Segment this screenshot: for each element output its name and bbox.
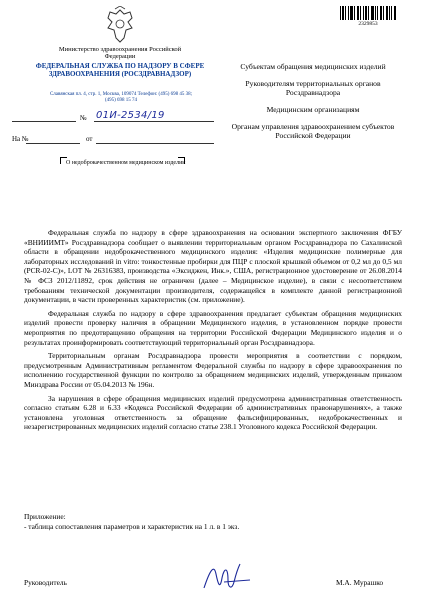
appendix-item: - таблица сопоставления параметров и характеристик на 1 л. в 1 экз.: [24, 521, 240, 531]
signer-name: М.А. Мурашко: [336, 578, 384, 587]
signer-role: Руководитель: [24, 578, 67, 587]
body-paragraph: Федеральная служба по надзору в сфере здравоохранения предлагает субъектам обращения медицинских изделий провести проверку наличия в обращении Медицинского изделия, в установленном порядке провести мероприятия по предотвращению обращения на территории Российской Федерации Медицинского изделия и о результатах проинформировать соответствующий территориальный орган Росздравнадзора.: [24, 308, 402, 347]
service-address: Славянская пл. 4, стр. 1, Москва, 109074 Телефон: (495) 698 45 38; (495) 698 15 74: [49, 92, 193, 103]
letter-body: [24, 228, 402, 436]
letter-subject: О недоброкачественном медицинском изделии: [66, 160, 186, 166]
recipient-item: Медицинским организациям: [266, 105, 360, 114]
body-paragraph: За нарушения в сфере обращения медицинских изделий предусмотрена административная ответственность согласно статьям 6.28 и 6.33 «Кодекса Российской Федерации об административных правонарушениях», а также установлена уголовная ответственность за обращение фальсифицированных, недоброкачественных и незарегистрированных медицинских изделий согласно статье 238.1 Уголовного кодекса Российской Федерации.: [24, 393, 402, 432]
barcode-icon: [340, 6, 396, 20]
reference-number-label: На №: [12, 135, 29, 143]
appendix-block: [24, 512, 402, 531]
coat-of-arms-emblem: [102, 6, 138, 46]
registration-number-label: №: [80, 114, 87, 122]
ministry-name: Министерство здравоохранения Российской Федерации: [58, 46, 182, 60]
barcode-number: 2329853: [358, 21, 378, 27]
registration-date-line: [12, 113, 76, 122]
recipient-item: Органам управления здравоохранением субъектов Российской Федерации: [231, 122, 395, 140]
reference-number-line: [26, 143, 80, 144]
reference-date-label: от: [86, 135, 93, 143]
registration-number: 01И-2534/19: [96, 110, 165, 121]
handwritten-signature: [200, 560, 260, 594]
body-paragraph: Территориальным органам Росздравнадзора провести мероприятия в соответствии с порядком, предусмотренным Административным регламентом Федеральной службы по надзору в сфере здравоохранения по исполнению государственной функции по контролю за обращением медицинских изделий, утвержденным приказом Минздрава России от 05.04.2013 № 196н.: [24, 351, 402, 389]
registration-number-line: [94, 121, 214, 122]
appendix-label: Приложение:: [24, 512, 66, 521]
recipients-block: [218, 62, 408, 148]
reference-date-line: [96, 143, 214, 144]
service-name: ФЕДЕРАЛЬНАЯ СЛУЖБА ПО НАДЗОРУ В СФЕРЕ ЗДРАВООХРАНЕНИЯ (РОСЗДРАВНАДЗОР): [35, 62, 205, 78]
recipient-item: Субъектам обращения медицинских изделий: [240, 62, 386, 71]
recipient-item: Руководителям территориальных органов Росздравнадзора: [245, 79, 381, 97]
body-paragraph: Федеральная служба по надзору в сфере здравоохранения на основании экспертного заключения ФГБУ «ВНИИИМТ» Росздравнадзора сообщает о выявлении территориальным органом Росздравнадзора по Сахалинской области в обращении недоброкачественного медицинского изделия: «Изделия медицинские полимерные для лабораторных исследований in vitro: тонкостенные пробирки для ПЦР с плоской крышкой объемом от 0,2 мл до 0,5 мл (PCR-02-C)», LOT № 26316383, производства «Эксиджен, Инк.», США, регистрационное удостоверение от 26.08.2014 № ФСЗ 2012/11892, срок действия не ограничен (далее – Медицинское изделие), в связи с несоответствием требованиям технической документации производителя, содержащейся в комплекте данной регистрационной документации, в части проверенных характеристик (см. приложение).: [24, 228, 402, 305]
